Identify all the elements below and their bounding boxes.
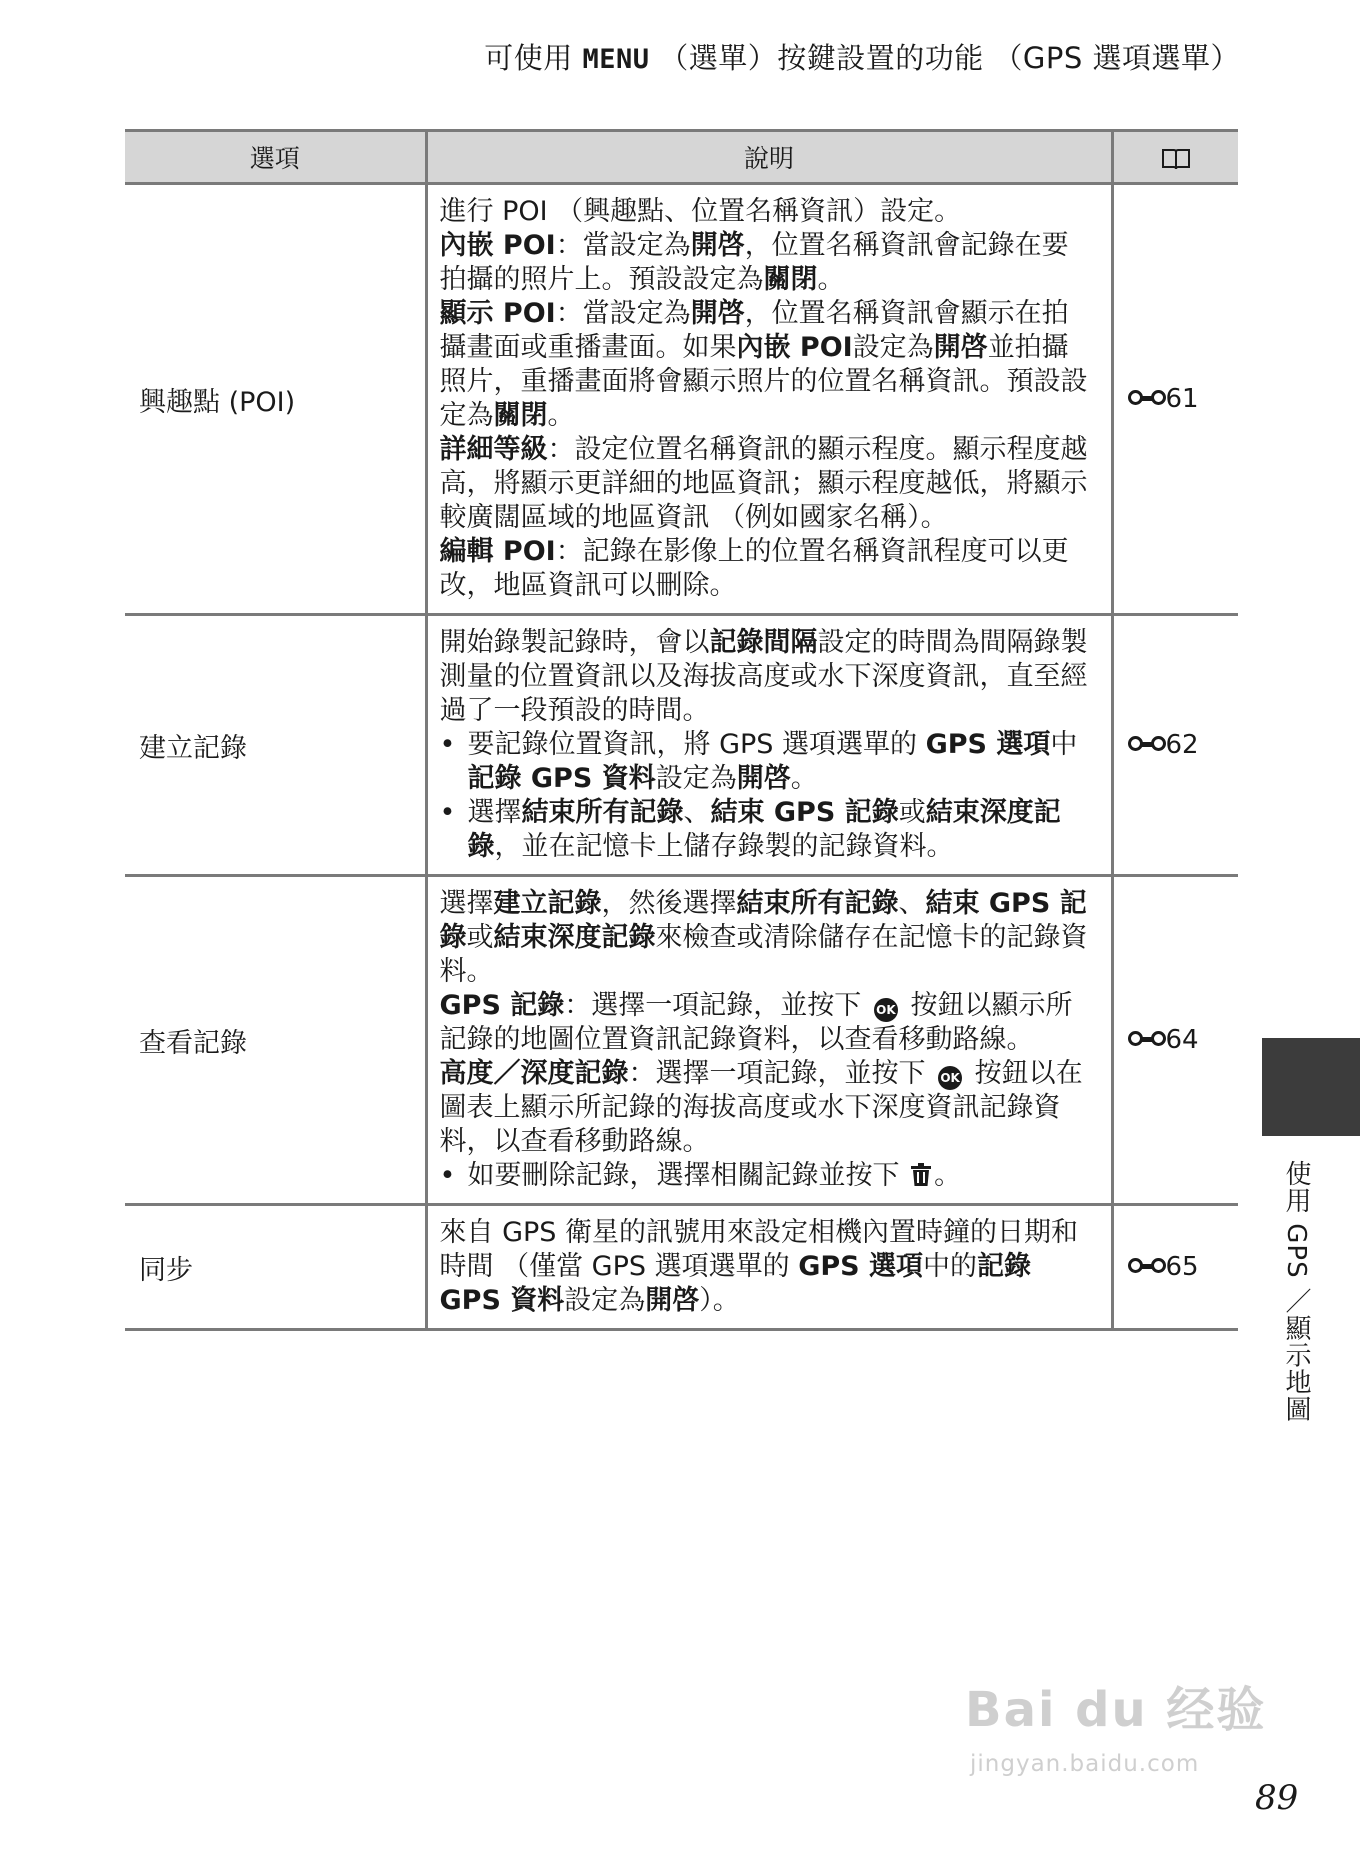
reference-section-icon — [1128, 735, 1166, 755]
description-intro: 進行 POI （興趣點、位置名稱資訊）設定。 — [439, 196, 962, 227]
reference-section-icon — [1128, 1030, 1166, 1050]
description-intro: 選擇建立記錄，然後選擇結束所有記錄、結束 GPS 記錄或結束深度記錄來檢查或清除儲存在記憶卡的記錄資料。 — [439, 888, 1088, 987]
reference-page: 61 — [1165, 384, 1199, 414]
description-item: 顯示 POI：當設定為開啓，位置名稱資訊會顯示在拍攝畫面或重播畫面。如果內嵌 POI設定為開啓並拍攝照片，重播畫面將會顯示照片的位置名稱資訊。預設設定為關閉。 — [439, 298, 1088, 431]
table-row — [125, 1205, 1238, 1330]
column-header-option: 選項 — [125, 131, 426, 184]
header-suffix: （選單）按鍵設置的功能 （GPS 選項選單） — [659, 41, 1240, 75]
reference-cell — [1112, 876, 1238, 1205]
description-bullet: • 選擇結束所有記錄、結束 GPS 記錄或結束深度記錄，並在記憶卡上儲存錄製的記錄資料。 — [440, 796, 1095, 864]
ok-button-icon: OK — [938, 1066, 962, 1090]
option-description — [426, 184, 1112, 615]
description-intro: 來自 GPS 衛星的訊號用來設定相機內置時鐘的日期和時間 （僅當 GPS 選項選單的 GPS 選項中的記錄 GPS 資料設定為開啓）。 — [439, 1217, 1079, 1316]
reference-section-icon — [1128, 389, 1166, 409]
option-name: 同步 — [125, 1205, 426, 1330]
description-item: 編輯 POI：記錄在影像上的位置名稱資訊程度可以更改，地區資訊可以刪除。 — [439, 536, 1069, 601]
option-name: 建立記錄 — [125, 615, 426, 876]
description-intro: 開始錄製記錄時，會以記錄間隔設定的時間為間隔錄製測量的位置資訊以及海拔高度或水下深度資訊，直至經過了一段預設的時間。 — [439, 627, 1088, 726]
reference-page: 64 — [1165, 1025, 1199, 1055]
description-bullet: • 要記錄位置資訊，將 GPS 選項選單的 GPS 選項中記錄 GPS 資料設定為開啓。 — [440, 728, 1095, 796]
table-row — [125, 876, 1238, 1205]
description-item: 內嵌 POI：當設定為開啓，位置名稱資訊會記錄在要拍攝的照片上。預設設定為關閉。 — [439, 230, 1069, 295]
option-description — [426, 876, 1112, 1205]
description-item: 高度／深度記錄：選擇一項記錄，並按下 OK 按鈕以在圖表上顯示所記錄的海拔高度或水下深度資訊記錄資料，以查看移動路線。 — [439, 1058, 1083, 1157]
column-header-reference — [1112, 131, 1238, 184]
watermark-url: jingyan.baidu.com — [970, 1751, 1200, 1777]
description-item: GPS 記錄：選擇一項記錄，並按下 OK 按鈕以顯示所記錄的地圖位置資訊記錄資料，以查看移動路線。 — [439, 990, 1073, 1055]
reference-cell — [1112, 184, 1238, 615]
option-description — [426, 1205, 1112, 1330]
reference-page: 62 — [1165, 730, 1199, 760]
menu-key-label: MENU — [582, 44, 650, 75]
gps-options-table — [125, 129, 1238, 1331]
option-name: 查看記錄 — [125, 876, 426, 1205]
reference-cell — [1112, 615, 1238, 876]
book-icon — [1161, 147, 1191, 171]
table-row — [125, 615, 1238, 876]
reference-section-icon — [1128, 1257, 1166, 1277]
trash-icon — [910, 1163, 932, 1187]
table-row — [125, 184, 1238, 615]
column-header-description: 說明 — [426, 131, 1112, 184]
chapter-label: 使用 GPS ／顯示地圖 — [1281, 1160, 1311, 1423]
ok-button-icon: OK — [874, 998, 898, 1022]
description-bullet: • 如要刪除記錄，選擇相關記錄並按下 。 — [440, 1159, 1095, 1193]
reference-page: 65 — [1165, 1252, 1199, 1282]
header-prefix: 可使用 — [484, 41, 573, 75]
table-header-row — [125, 131, 1238, 184]
page-number: 89 — [1255, 1778, 1299, 1818]
page-header — [484, 36, 1240, 77]
description-item: 詳細等級：設定位置名稱資訊的顯示程度。顯示程度越高，將顯示更詳細的地區資訊；顯示程度越低，將顯示較廣闊區域的地區資訊 （例如國家名稱）。 — [439, 434, 1088, 533]
reference-cell — [1112, 1205, 1238, 1330]
option-description — [426, 615, 1112, 876]
baidu-watermark — [965, 1665, 1280, 1790]
chapter-tab — [1262, 1038, 1360, 1136]
watermark-logo: Bai du 经验 — [965, 1682, 1267, 1738]
option-name: 興趣點 (POI) — [125, 184, 426, 615]
